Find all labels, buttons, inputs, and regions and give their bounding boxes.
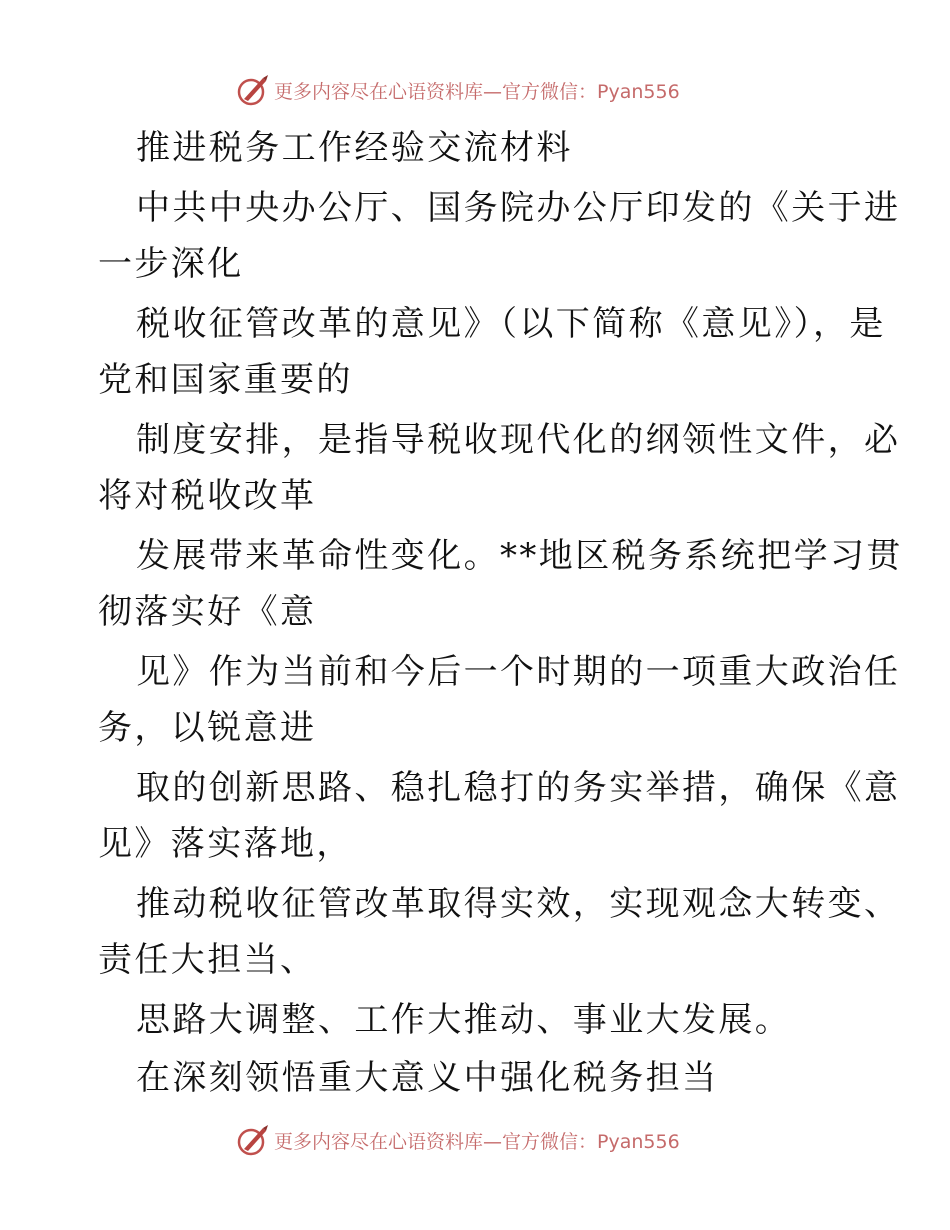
paragraph-line: 制度安排，是指导税收现代化的纲领性文件，必 [136, 420, 901, 460]
quill-logo-icon [236, 1123, 270, 1157]
paragraph-line: 将对税收改革 [98, 476, 317, 516]
paragraph-line: 见》落实落地， [98, 824, 353, 864]
section-heading: 在深刻领悟重大意义中强化税务担当 [136, 1058, 719, 1098]
paragraph-line: 见》作为当前和今后一个时期的一项重大政治任 [136, 652, 901, 692]
paragraph-line: 一步深化 [98, 244, 244, 284]
watermark-footer [0, 1120, 950, 1160]
watermark-text: 更多内容尽在心语资料库—官方微信：Pyan556 [274, 80, 680, 103]
paragraph-line: 税收征管改革的意见》（以下简称《意见》），是 [136, 304, 886, 344]
paragraph-line: 思路大调整、工作大推动、事业大发展。 [136, 1000, 792, 1040]
paragraph-line: 彻落实好《意 [98, 592, 317, 632]
paragraph-line: 取的创新思路、稳扎稳打的务实举措，确保《意 [136, 768, 901, 808]
paragraph-line: 中共中央办公厅、国务院办公厅印发的《关于进 [136, 188, 901, 228]
paragraph-line: 责任大担当、 [98, 940, 317, 980]
paragraph-line: 发展带来革命性变化。**地区税务系统把学习贯 [136, 536, 903, 576]
watermark-text: 更多内容尽在心语资料库—官方微信：Pyan556 [274, 1130, 680, 1153]
paragraph-line: 推动税收征管改革取得实效，实现观念大转变、 [136, 884, 901, 924]
document-title: 推进税务工作经验交流材料 [136, 128, 573, 168]
paragraph-line: 党和国家重要的 [98, 360, 353, 400]
paragraph-line: 务，以锐意进 [98, 708, 317, 748]
